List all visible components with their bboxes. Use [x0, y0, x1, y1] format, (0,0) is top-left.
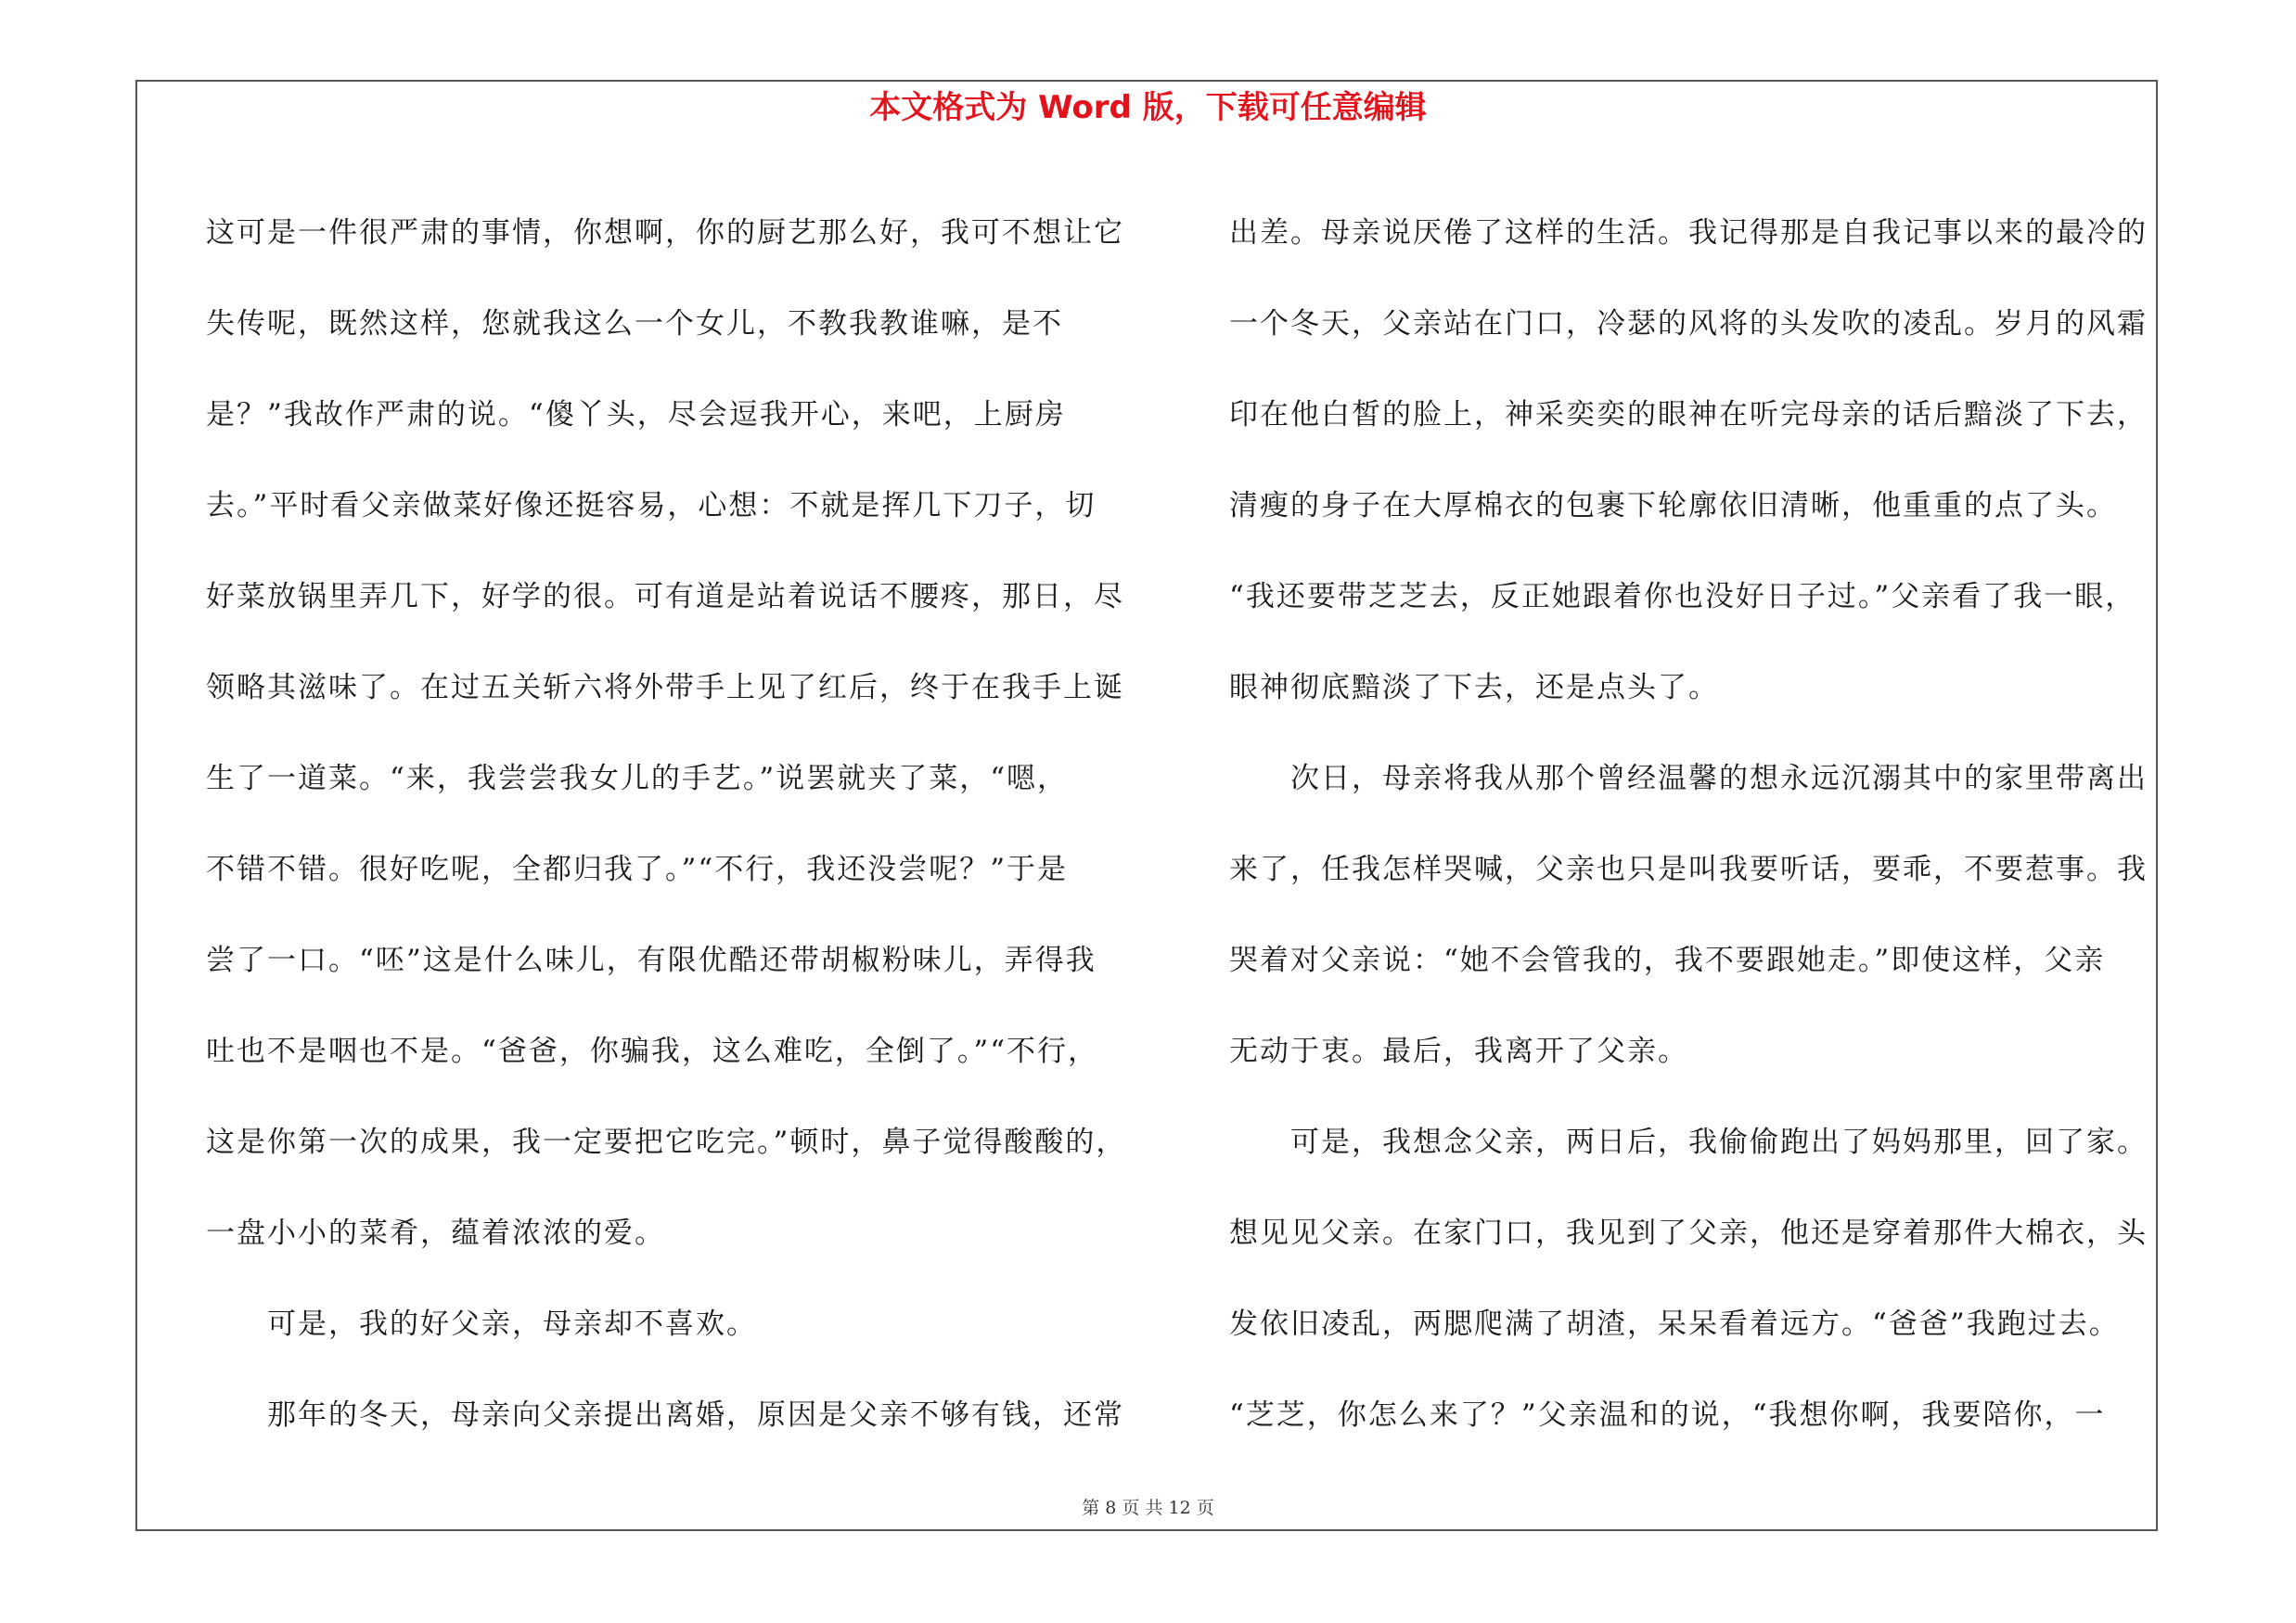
- text-line: 可是，我想念父亲，两日后，我偷偷跑出了妈妈那里，回了家。: [1229, 1126, 2148, 1159]
- text-line: 失传呢，既然这样，您就我这么一个女儿，不教我教谁嘛，是不: [206, 307, 1063, 341]
- text-line: “芝芝，你怎么来了？”父亲温和的说，“我想你啊，我要陪你，一: [1229, 1398, 2106, 1432]
- text-line: 是？”我故作严肃的说。“傻丫头，尽会逗我开心，来吧，上厨房: [206, 398, 1066, 432]
- text-line: 无动于衷。最后，我离开了父亲。: [1229, 1035, 1688, 1068]
- text-line: 发依旧凌乱，两腮爬满了胡渣，呆呆看着远方。“爸爸”我跑过去。: [1229, 1307, 2120, 1341]
- text-line: 生了一道菜。“来，我尝尝我女儿的手艺。”说罢就夹了菜，“嗯，: [206, 762, 1069, 795]
- right-column: [1229, 187, 2166, 1461]
- text-line: 可是，我的好父亲，母亲却不喜欢。: [206, 1307, 757, 1341]
- text-line: 这是你第一次的成果，我一定要把它吃完。”顿时，鼻子觉得酸酸的，: [206, 1126, 1127, 1159]
- text-line: 来了，任我怎样哭喊，父亲也只是叫我要听话，要乖，不要惹事。我: [1229, 853, 2148, 886]
- text-line: 印在他白皙的脸上，神采奕奕的眼神在听完母亲的话后黯淡了下去，: [1229, 398, 2148, 432]
- text-line: 清瘦的身子在大厚棉衣的包裹下轮廓依旧清晰，他重重的点了头。: [1229, 489, 2117, 522]
- page-number-footer: 第 8 页 共 12 页: [1082, 1498, 1214, 1518]
- header-banner: 本文格式为 Word 版，下载可任意编辑: [869, 89, 1427, 126]
- text-line: 次日，母亲将我从那个曾经温馨的想永远沉溺其中的家里带离出: [1229, 762, 2148, 795]
- text-line: 领略其滋味了。在过五关斩六将外带手上见了红后，终于在我手上诞: [206, 671, 1124, 704]
- text-line: “我还要带芝芝去，反正她跟着你也没好日子过。”父亲看了我一眼，: [1229, 580, 2136, 613]
- text-line: 去。”平时看父亲做菜好像还挺容易，心想：不就是挥几下刀子，切: [206, 489, 1097, 522]
- text-line: 吐也不是咽也不是。“爸爸，你骗我，这么难吃，全倒了。”“不行，: [206, 1035, 1099, 1068]
- text-line: 尝了一口。“呸”这是什么味儿，有限优酷还带胡椒粉味儿，弄得我: [206, 944, 1097, 977]
- text-line: 出差。母亲说厌倦了这样的生活。我记得那是自我记事以来的最冷的: [1229, 216, 2148, 250]
- text-line: 不错不错。很好吃呢，全都归我了。”“不行，我还没尝呢？”于是: [206, 853, 1069, 886]
- left-column: [206, 187, 1134, 1461]
- text-line: 这可是一件很严肃的事情，你想啊，你的厨艺那么好，我可不想让它: [206, 216, 1124, 250]
- text-line: 一盘小小的菜肴，蕴着浓浓的爱。: [206, 1217, 665, 1250]
- text-line: 哭着对父亲说：“她不会管我的，我不要跟她走。”即使这样，父亲: [1229, 944, 2106, 977]
- text-line: 那年的冬天，母亲向父亲提出离婚，原因是父亲不够有钱，还常: [206, 1398, 1124, 1432]
- text-line: 眼神彻底黯淡了下去，还是点头了。: [1229, 671, 1719, 704]
- text-line: 一个冬天，父亲站在门口，冷瑟的风将的头发吹的凌乱。岁月的风霜: [1229, 307, 2148, 341]
- text-line: 好菜放锅里弄几下，好学的很。可有道是站着说话不腰疼，那日，尽: [206, 580, 1124, 613]
- text-line: 想见见父亲。在家门口，我见到了父亲，他还是穿着那件大棉衣，头: [1229, 1217, 2148, 1250]
